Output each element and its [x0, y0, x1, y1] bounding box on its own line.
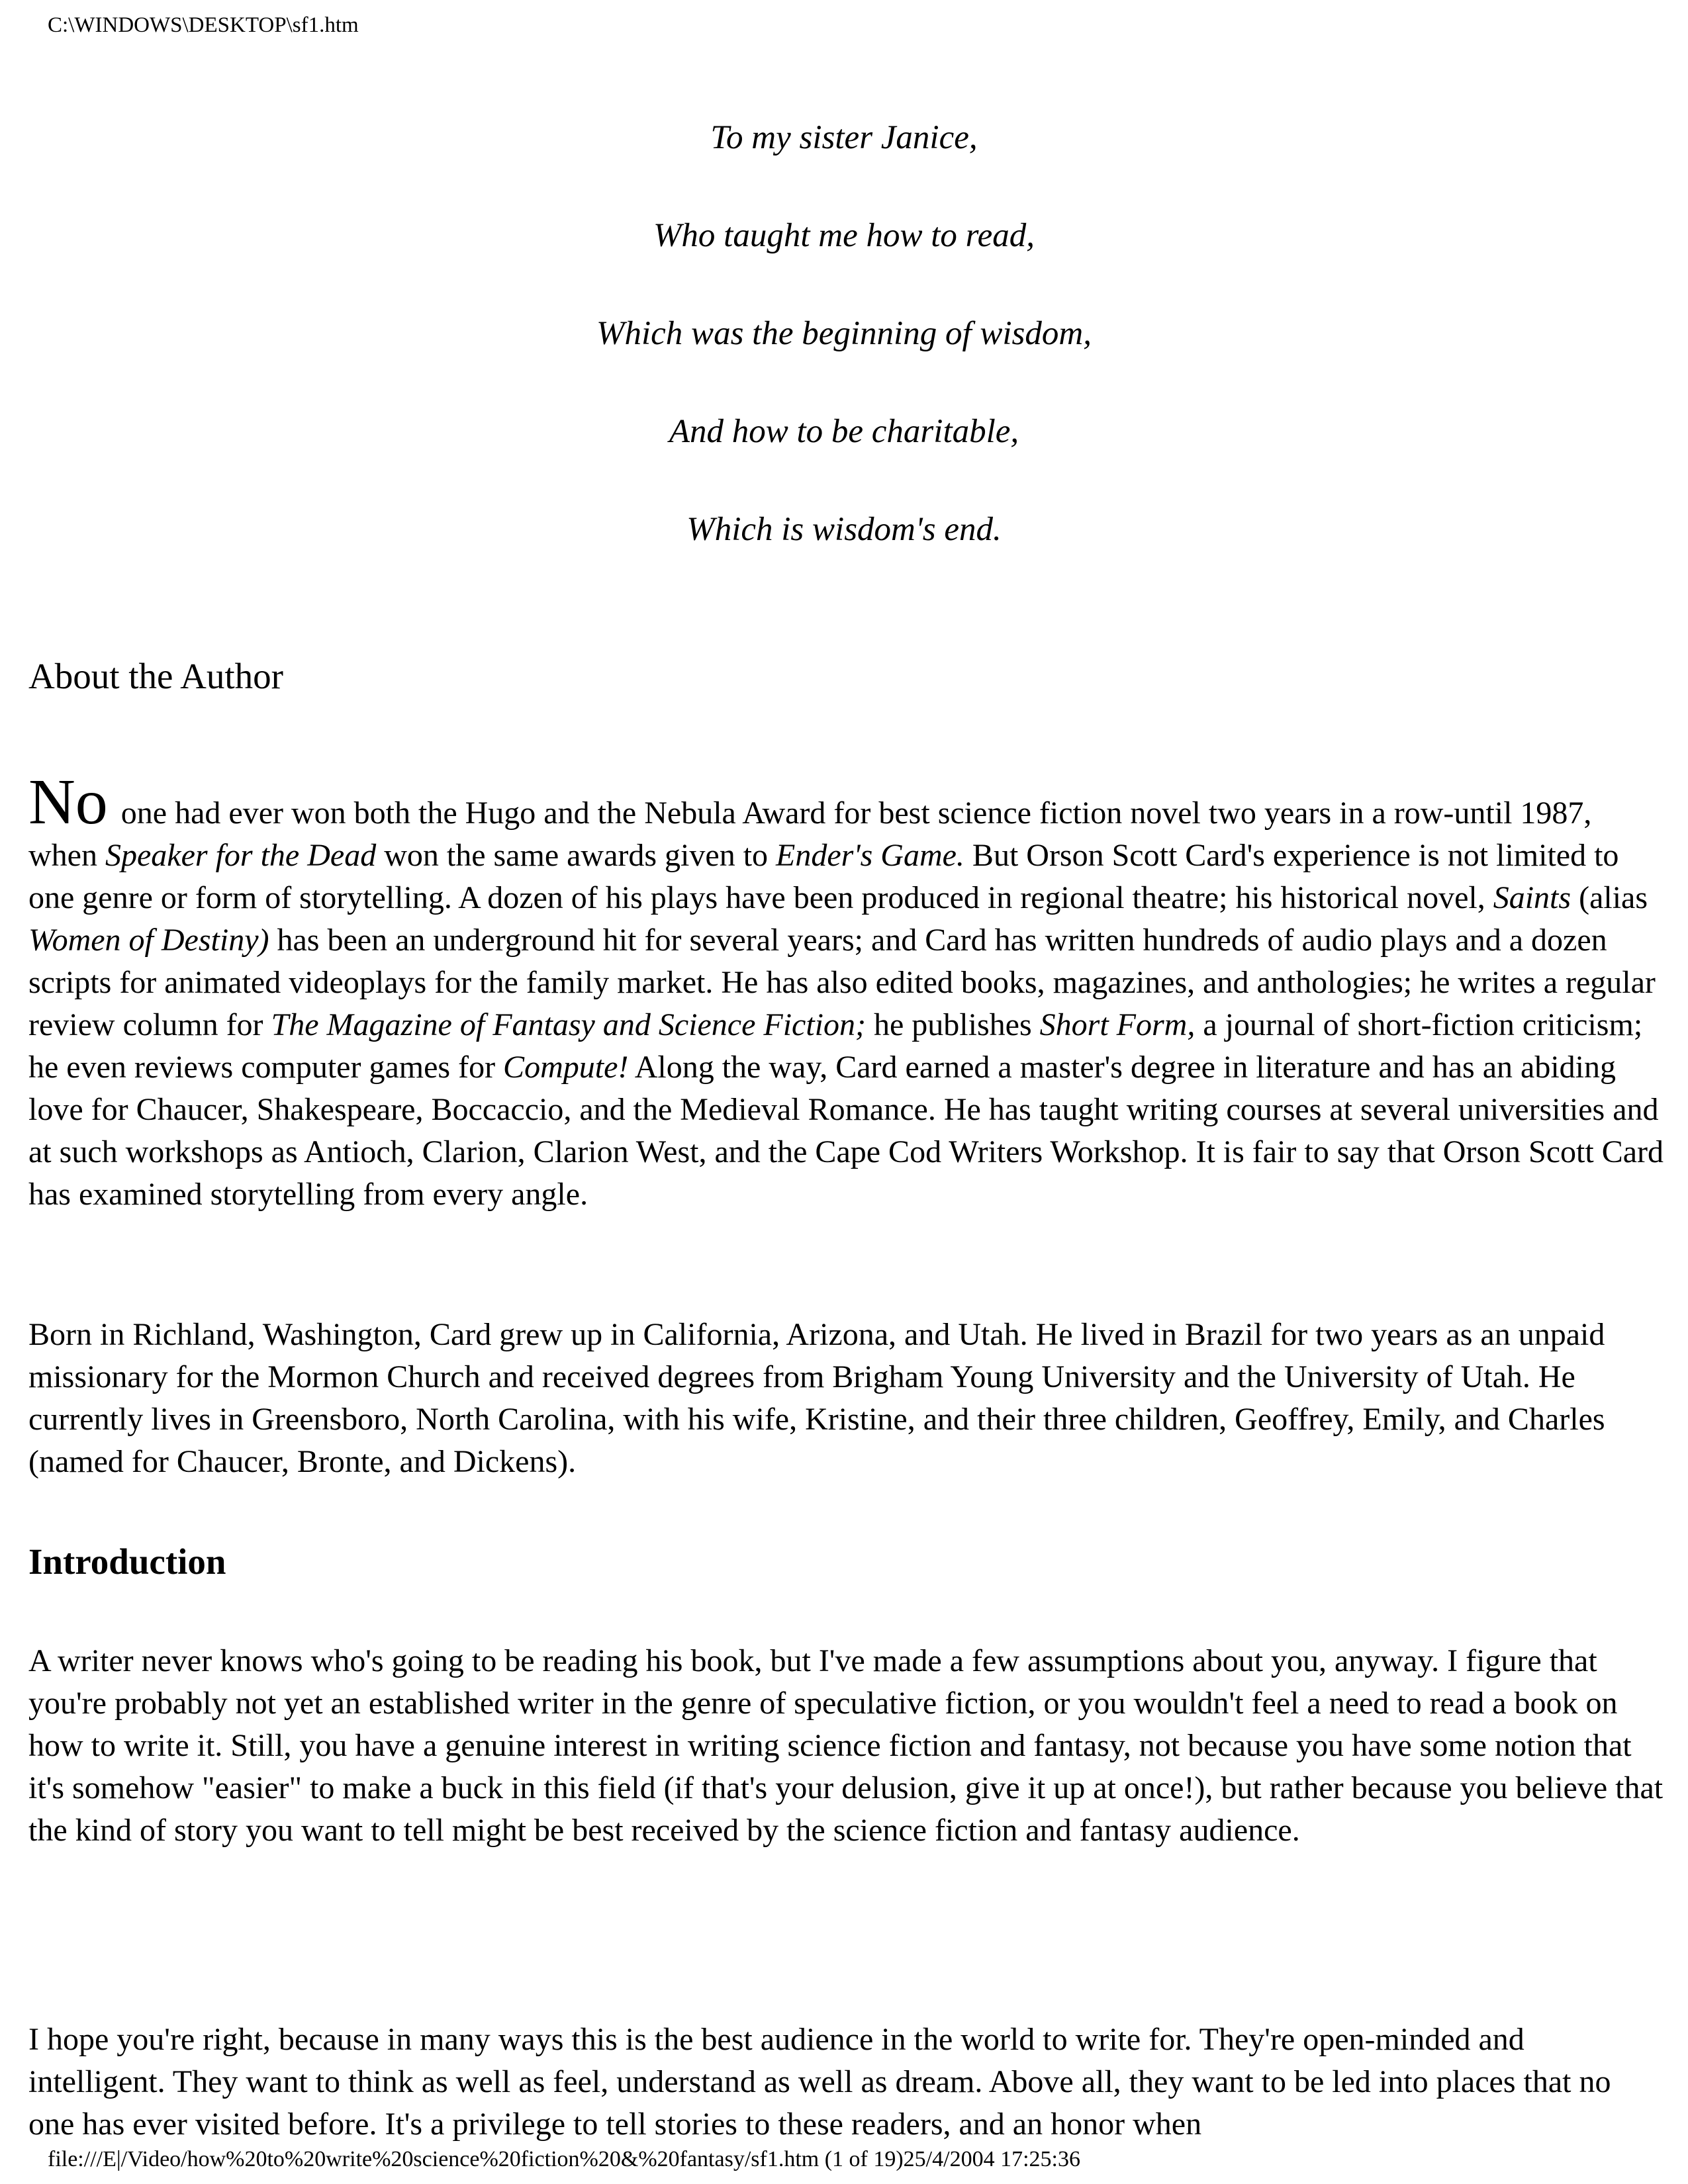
book-title: Women of Destiny) [28, 923, 269, 958]
about-author-paragraph: No one had ever won both the Hugo and the Nebula Award for best science fiction novel two years in a row-until 1987, when Speaker for the Dead won the same awards given to Ender's Game. But Orson Scott Card's experience is not limited to one genre or form of storytelling. A dozen of his plays have been produced in regional theatre; his historical novel, Saints (alias Women of Destiny) has been an underground hit for several years; and Card has written hundreds of audio plays and a dozen scripts for animated videoplays for the family market. He has also edited books, magazines, and anthologies; he writes a regular review column for The Magazine of Fantasy and Science Fiction; he publishes Short Form, a journal of short-fiction criticism; he even reviews computer games for Compute! Along the way, Card earned a master's degree in literature and has an abiding love for Chaucer, Shakespeare, Boccaccio, and the Medieval Romance. He has taught writing courses at several universities and at such workshops as Antioch, Clarion, Clarion West, and the Cape Cod Writers Workshop. It is fair to say that Orson Scott Card has examined storytelling from every angle. [28, 766, 1664, 1212]
publication-title: The Magazine of Fantasy and Science Fiction; [271, 1007, 866, 1042]
publication-title: Compute! [503, 1050, 629, 1085]
about-author-heading: About the Author [28, 656, 283, 696]
publication-title: Short Form, [1039, 1007, 1196, 1042]
introduction-heading: Introduction [28, 1541, 226, 1582]
book-title: Ender's Game. [776, 838, 964, 873]
dedication [0, 118, 1688, 608]
introduction-paragraph: A writer never knows who's going to be reading his book, but I've made a few assumptions about you, anyway. I figure that you're probably not yet an established writer in the genre of speculative fiction, or you wouldn't feel a need to read a book on how to write it. Still, you have a genuine interest in writing science fiction and fantasy, not because you have some notion that it's somehow "easier" to make a buck in this field (if that's your delusion, give it up at once!), but rather because you believe that the kind of story you want to tell might be best received by the science fiction and fantasy audience. [28, 1643, 1664, 1848]
drop-cap: No [28, 766, 108, 838]
introduction-paragraph: I hope you're right, because in many ways this is the best audience in the world to write for. They're open-minded and intelligent. They want to think as well as feel, understand as well as dream. Above all, they want to be led into places that no one has ever visited before. It's a privilege to tell stories to these readers, and an honor when [28, 2022, 1611, 2142]
dedication-line: To my sister Janice, [710, 119, 978, 156]
biography-paragraph: Born in Richland, Washington, Card grew up in California, Arizona, and Utah. He lived in Brazil for two years as an unpaid missionary for the Mormon Church and received degrees from Brigham Young University and the University of Utah. He currently lives in Greensboro, North Carolina, with his wife, Kristine, and their three children, Geoffrey, Emily, and Charles (named for Chaucer, Bronte, and Dickens). [28, 1317, 1605, 1479]
dedication-line: And how to be charitable, [669, 413, 1019, 450]
dedication-line: Which is wisdom's end. [686, 511, 1002, 548]
file-path-header: C:\WINDOWS\DESKTOP\sf1.htm [48, 13, 359, 37]
dedication-line: Who taught me how to read, [653, 217, 1035, 254]
book-title: Speaker for the Dead [105, 838, 377, 873]
dedication-line: Which was the beginning of wisdom, [596, 315, 1092, 352]
file-url-footer: file:///E|/Video/how%20to%20write%20science%20fiction%20&%20fantasy/sf1.htm (1 of 19)25/4/2004 17:25:36 [48, 2147, 1080, 2171]
book-title: Saints [1493, 880, 1571, 915]
